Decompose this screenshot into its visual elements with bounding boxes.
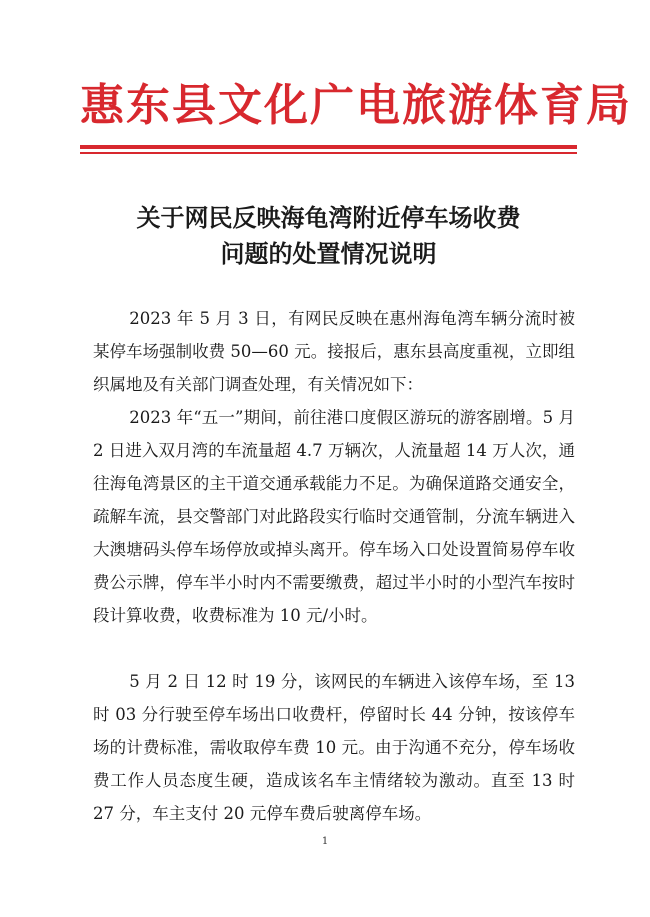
page-number: 1	[321, 836, 329, 847]
body-paragraph-1: 2023 年 5 月 3 日，有网民反映在惠州海龟湾车辆分流时被某停车场强制收费 50—60 元。接报后，惠东县高度重视，立即组织属地及有关部门调查处理，有关情况如下：	[93, 309, 575, 394]
letterhead-divider-thin	[80, 152, 577, 154]
body-paragraph-3: 5 月 2 日 12 时 19 分，该网民的车辆进入该停车场，至 13 时 03 分行驶至停车场出口收费杆，停留时长 44 分钟，按该停车场的计费标准，需收取停车费 10 元。由于沟通不充分，停车场收费工作人员态度生硬，造成该名车主情绪较为激动。直至 13 时 27 分，车主支付 20 元停车费后驶离停车场。	[93, 672, 575, 823]
body-paragraph-2: 2023 年“五一”期间，前往港口度假区游玩的游客剧增。5 月 2 日进入双月湾的车流量超 4.7 万辆次，人流量超 14 万人次，通往海龟湾景区的主干道交通承载能力不足。为确保道路交通安全，疏解车流，县交警部门对此路段实行临时交通管制，分流车辆进入大澳塘码头停车场停放或掉头离开。停车场入口处设置简易停车收费公示牌，停车半小时内不需要缴费，超过半小时的小型汽车按时段计算收费，收费标准为 10 元/小时。	[93, 408, 575, 625]
letterhead-title: 惠东县文化广电旅游体育局	[80, 80, 632, 131]
letterhead-divider-thick	[80, 145, 577, 149]
document-title-line1: 关于网民反映海龟湾附近停车场收费	[136, 203, 521, 232]
document-title-line2: 问题的处置情况说明	[220, 239, 437, 268]
